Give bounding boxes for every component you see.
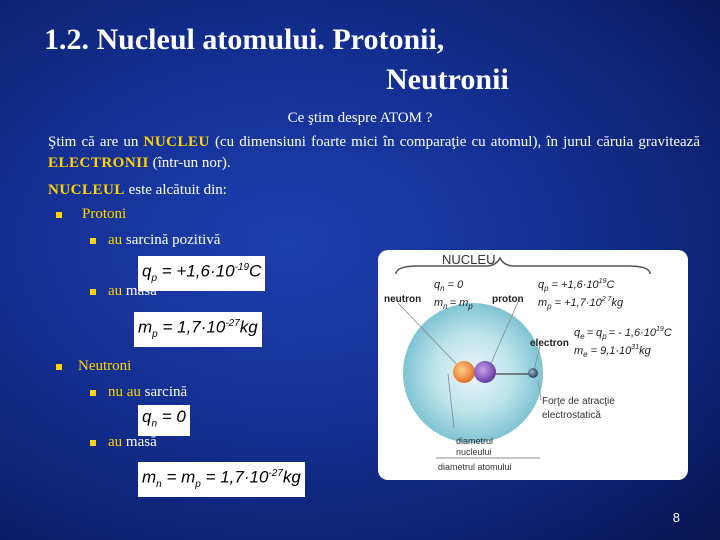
intro-paragraph: [48, 132, 700, 174]
mn-value: = 1,7·10: [200, 467, 269, 487]
qp-symbol: q: [142, 261, 152, 281]
protoni-charge-au: au: [108, 232, 123, 248]
protoni-charge-text: sarcină pozitivă: [122, 232, 221, 248]
forces-label-1: Forţe de atracţie: [542, 396, 615, 407]
neutroni-charge-text: sarcină: [140, 384, 188, 400]
mn-symbol: m: [142, 467, 157, 487]
bullet-square-icon: [90, 238, 96, 244]
bullet-neutroni-charge: [90, 384, 187, 401]
protoni-mass-au: au: [108, 283, 123, 299]
intro-text-3: (într-un nor).: [148, 155, 231, 171]
bullet-protoni-charge: [90, 232, 220, 249]
diagram-mp: $m_p = +1,7\cdot 10^{2 7}kg$: [538, 296, 624, 311]
neutroni-mass-au: au: [108, 434, 123, 450]
qn-symbol: q: [142, 407, 152, 426]
qp-exp: -19: [234, 262, 249, 273]
nucleul-rest: este alcătuit din:: [124, 182, 227, 198]
nucleu-label: NUCLEU: [442, 252, 496, 267]
electron-label: electron: [530, 338, 569, 349]
bullet-protoni-mass: [90, 283, 157, 300]
electronii-highlight: ELECTRONII: [48, 155, 149, 171]
neutron-particle: [453, 361, 475, 383]
qn-value: = 0: [157, 407, 186, 426]
diagram-me: $m_e = 9,1\cdot 10^{31}kg$: [574, 344, 651, 359]
neutroni-charge-nuau: nu au: [108, 384, 141, 400]
atom-diameter-label: diametrul atomului: [438, 462, 512, 472]
mn-sub2: p: [195, 479, 201, 491]
question-heading: Ce ştim despre ATOM ?: [287, 110, 433, 126]
slide-title-line1: 1.2. Nucleul atomului. Protonii,: [44, 23, 445, 56]
qp-sub: p: [151, 273, 158, 285]
bullet-neutroni-mass: [90, 434, 157, 451]
formula-qn: [138, 405, 190, 436]
bullet-protoni: [56, 206, 126, 223]
diagram-qe: $q_e = q_p$ = - $1,6\cdot 10^{19}C$: [574, 326, 672, 341]
formula-mn: [138, 462, 305, 497]
mp-value: = 1,7·10: [157, 317, 226, 337]
mn-sub: n: [156, 479, 162, 491]
mp-sub: p: [152, 329, 158, 341]
bullet-square-icon: [90, 289, 96, 295]
bullet-square-icon: [90, 440, 96, 446]
mp-symbol: m: [138, 317, 153, 337]
diagram-qn: $q_n = 0$: [434, 279, 464, 293]
atom-diagram-svg: [378, 250, 688, 480]
slide-title-line2: Neutronii: [386, 63, 509, 96]
qn-sub: n: [151, 418, 158, 430]
atom-diagram: [378, 250, 688, 480]
mp-unit: kg: [239, 317, 258, 337]
proton-label: proton: [492, 294, 524, 305]
mp-exp: -27: [225, 318, 240, 329]
nucleul-line: [48, 182, 227, 199]
bullet-square-icon: [56, 364, 62, 370]
bullet-neutroni: [56, 358, 131, 375]
formula-qp: [138, 256, 265, 291]
neutroni-mass-text: masă: [122, 434, 157, 450]
nucleul-word: NUCLEUL: [48, 182, 125, 198]
neutron-label: neutron: [384, 294, 422, 305]
bullet-square-icon: [56, 212, 62, 218]
diagram-mn: $m_n = m_p$: [434, 297, 473, 311]
nucleus-diameter-label-2: nucleului: [456, 447, 492, 457]
intro-text-2: (cu dimensiuni foarte mici în comparaţie cu atomul), în jurul căruia gravitează: [209, 134, 700, 150]
qp-unit: C: [249, 261, 262, 281]
page-number: 8: [672, 510, 680, 525]
formula-mp: [134, 312, 262, 347]
qp-value: = +1,6·10: [157, 261, 235, 281]
bullet-square-icon: [90, 390, 96, 396]
intro-text-1: Ştim că are un: [48, 134, 144, 150]
nucleu-highlight: NUCLEU: [143, 134, 210, 150]
protoni-mass-text: masă: [122, 283, 157, 299]
forces-label-2: electrostatică: [542, 410, 601, 421]
mn-exp: -27: [268, 468, 283, 479]
mn-unit: kg: [282, 467, 301, 487]
protoni-label: Protoni: [82, 206, 127, 222]
neutroni-label: Neutroni: [78, 358, 132, 374]
mn-mid: = m: [161, 467, 196, 487]
nucleu-bracket: [396, 258, 650, 274]
electron-particle: [528, 368, 538, 378]
diagram-qp: $q_p = +1,6\cdot 10^{19}C$: [538, 278, 615, 293]
proton-particle: [474, 361, 496, 383]
nucleus-diameter-label-1: diametrul: [456, 436, 494, 446]
